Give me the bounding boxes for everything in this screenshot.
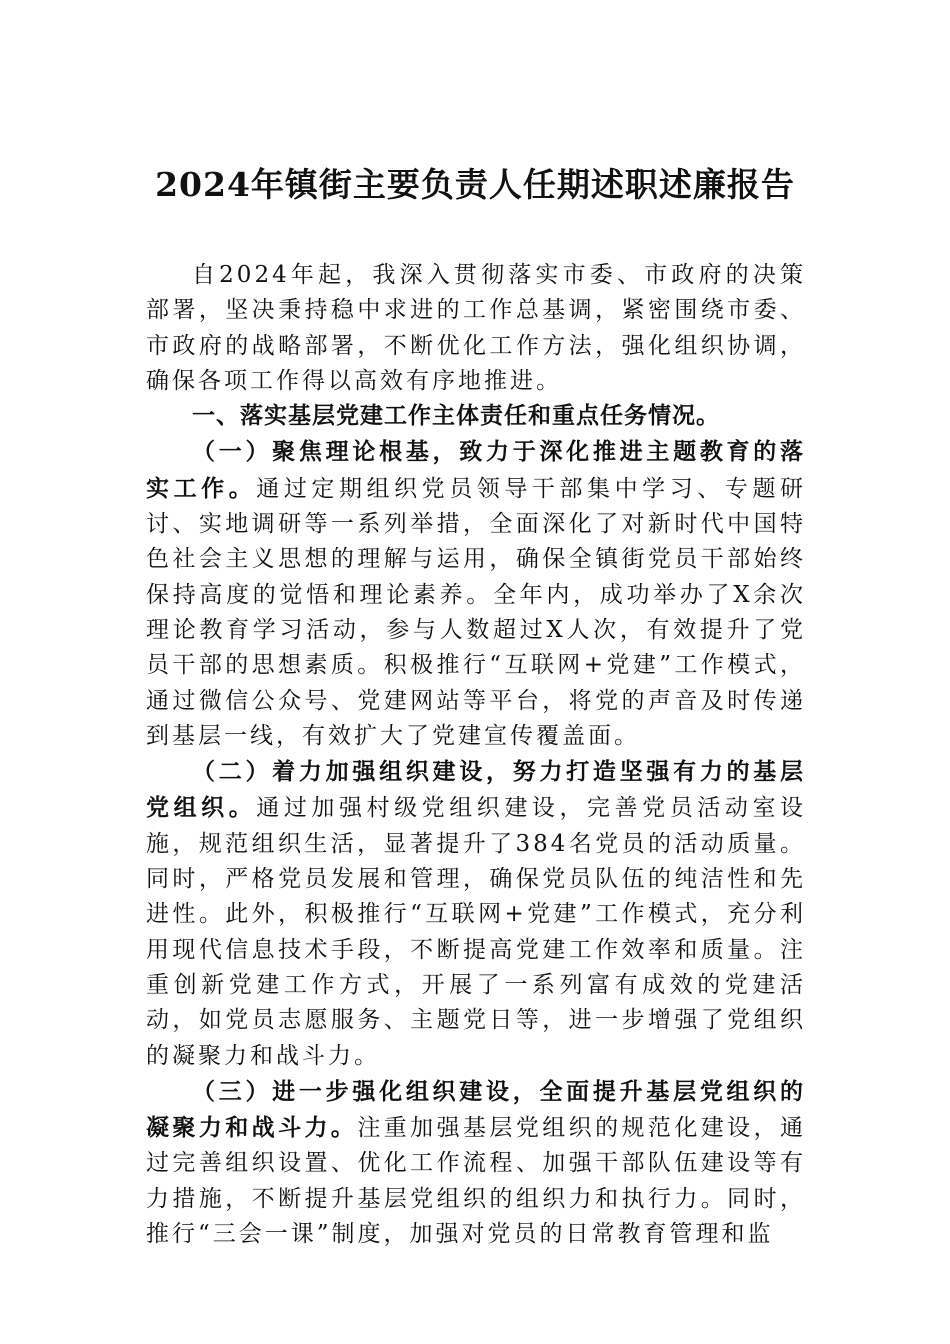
paragraph-item-1 <box>146 434 806 754</box>
item-3-text: 注重加强基层党组织的规范化建设，通过完善组织设置、优化工作流程、加强干部队伍建设等有力措施，不断提升基层党组织的组织力和执行力。同时，推行“三会一课”制度，加强对党员的日常教育管理和监 <box>146 1115 807 1248</box>
intro-paragraph: 自2024年起，我深入贯彻落实市委、市政府的决策部署，坚决秉持稳中求进的工作总基调，紧密围绕市委、市政府的战略部署，不断优化工作方法，强化组织协调，确保各项工作得以高效有序地推进。 <box>146 262 806 394</box>
item-2-text: 通过加强村级党组织建设，完善党员活动室设施，规范组织生活，显著提升了384名党员的活动质量。同时，严格党员发展和管理，确保党员队伍的纯洁性和先进性。此外，积极推行“互联网+党建”工作模式，充分利用现代信息技术手段，不断提高党建工作效率和质量。注重创新党建工作方式，开展了一系列富有成效的党建活动，如党员志愿服务、主题党日等，进一步增强了党组织的凝聚力和战斗力。 <box>146 795 807 1069</box>
item-2-lead: （二）着力加强组织建设，努力打造坚强有力的基层党组织。 <box>146 758 806 822</box>
paragraph-item-3 <box>146 1074 806 1252</box>
item-1-lead: （一）聚焦理论根基，致力于深化推进主题教育的落实工作。 <box>146 438 806 502</box>
section-heading-1: 一、落实基层党建工作主体责任和重点任务情况。 <box>192 403 720 430</box>
item-3-lead: （三）进一步强化组织建设，全面提升基层党组织的凝聚力和战斗力。 <box>146 1077 806 1142</box>
paragraph-item-2 <box>146 754 806 1074</box>
document-title: 2024年镇街主要负责人任期述职述廉报告 <box>155 165 795 204</box>
item-1-text: 通过定期组织党员领导干部集中学习、专题研讨、实地调研等一系列举措，全面深化了对新时代中国特色社会主义思想的理解与运用，确保全镇街党员干部始终保持高度的觉悟和理论素养。全年内，成功举办了X余次理论教育学习活动，参与人数超过X人次，有效提升了党员干部的思想素质。积极推行“互联网+党建”工作模式，通过微信公众号、党建网站等平台，将党的声音及时传递到基层一线，有效扩大了党建宣传覆盖面。 <box>146 475 807 749</box>
document-body <box>146 258 806 1252</box>
